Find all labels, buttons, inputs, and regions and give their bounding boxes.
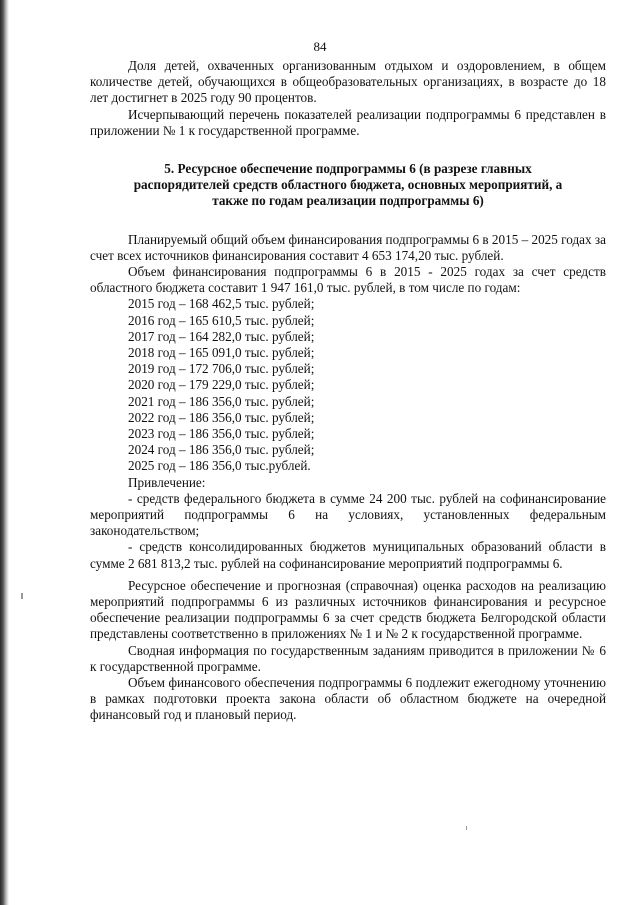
page-number: 84 [313, 39, 327, 54]
paragraph-resource-provision: Ресурсное обеспечение и прогнозная (справочная) оценка расходов на реализацию мероприятий подпрограммы 6 из различных источников финансирования и ресурсное обеспечение реализации подпрограммы 6 за счет средств бюджета Белгородской области представлены соответственно в приложениях № 1 и № 2 к государственной программе. [90, 577, 606, 642]
year-item: 2022 год – 186 356,0 тыс. рублей; [128, 409, 315, 425]
year-item: 2020 год – 179 229,0 тыс. рублей; [128, 377, 315, 393]
year-item: 2016 год – 165 610,5 тыс. рублей; [128, 312, 315, 328]
year-item: 2019 год – 172 706,0 тыс. рублей; [128, 361, 315, 377]
paragraph-indicators: Исчерпывающий перечень показателей реализации подпрограммы 6 представлен в приложении № 1 к государственной программе. [90, 106, 606, 138]
year-item: 2025 год – 186 356,0 тыс.рублей. [128, 458, 311, 474]
year-item: 2015 год – 168 462,5 тыс. рублей; [128, 296, 315, 312]
year-item: 2024 год – 186 356,0 тыс. рублей; [128, 442, 315, 458]
year-item: 2023 год – 186 356,0 тыс. рублей; [128, 425, 315, 441]
paragraph-annual-refinement: Объем финансового обеспечения подпрограммы 6 подлежит ежегодному уточнению в рамках подготовки проекта закона области об областном бюджете на очередной финансовый год и плановый период. [90, 674, 606, 723]
year-item: 2018 год – 165 091,0 тыс. рублей; [128, 345, 315, 360]
paragraph-summary-info: Сводная информация по государственным заданиям приводится в приложении № 6 к государственной программе. [90, 642, 606, 674]
yearly-funding-list [90, 296, 606, 490]
attraction-label: Привлечение: [128, 474, 206, 490]
page-content [90, 58, 606, 724]
paragraph-planned-total: Планируемый общий объем финансирования подпрограммы 6 в 2015 – 2025 годах за счет всех источников финансирования составит 4 653 174,20 тыс. рублей. [90, 231, 606, 263]
year-item: 2017 год – 164 282,0 тыс. рублей; [128, 328, 315, 344]
year-item: 2021 год – 186 356,0 тыс. рублей; [128, 393, 315, 409]
paragraph-regional-budget: Объем финансирования подпрограммы 6 в 2015 - 2025 годах за счет средств областного бюджета составит 1 947 161,0 тыс. рублей, в том числе по годам: [90, 264, 606, 296]
paragraph-federal-funds: - средств федерального бюджета в сумме 24 200 тыс. рублей на софинансирование мероприятий подпрограммы 6 на условиях, установленных федеральным законодательством; [90, 490, 606, 539]
scan-speck [466, 826, 467, 830]
scan-speck [21, 593, 23, 599]
scan-edge-shadow [0, 0, 9, 905]
paragraph-children-share: Доля детей, охваченных организованным отдыхом и оздоровлением, в общем количестве детей, обучающихся в общеобразовательных организациях, в возрасте до 18 лет достигнет в 2025 году 90 процентов. [90, 58, 606, 106]
paragraph-municipal-funds: - средств консолидированных бюджетов муниципальных образований области в сумме 2 681 813,2 тыс. рублей на софинансирование мероприятий подпрограммы 6. [90, 539, 606, 571]
section-heading: 5. Ресурсное обеспечение подпрограммы 6 (в разрезе главных распорядителей средств областного бюджета, основных мероприятий, а также по годам реализации подпрограммы 6) [133, 161, 563, 209]
